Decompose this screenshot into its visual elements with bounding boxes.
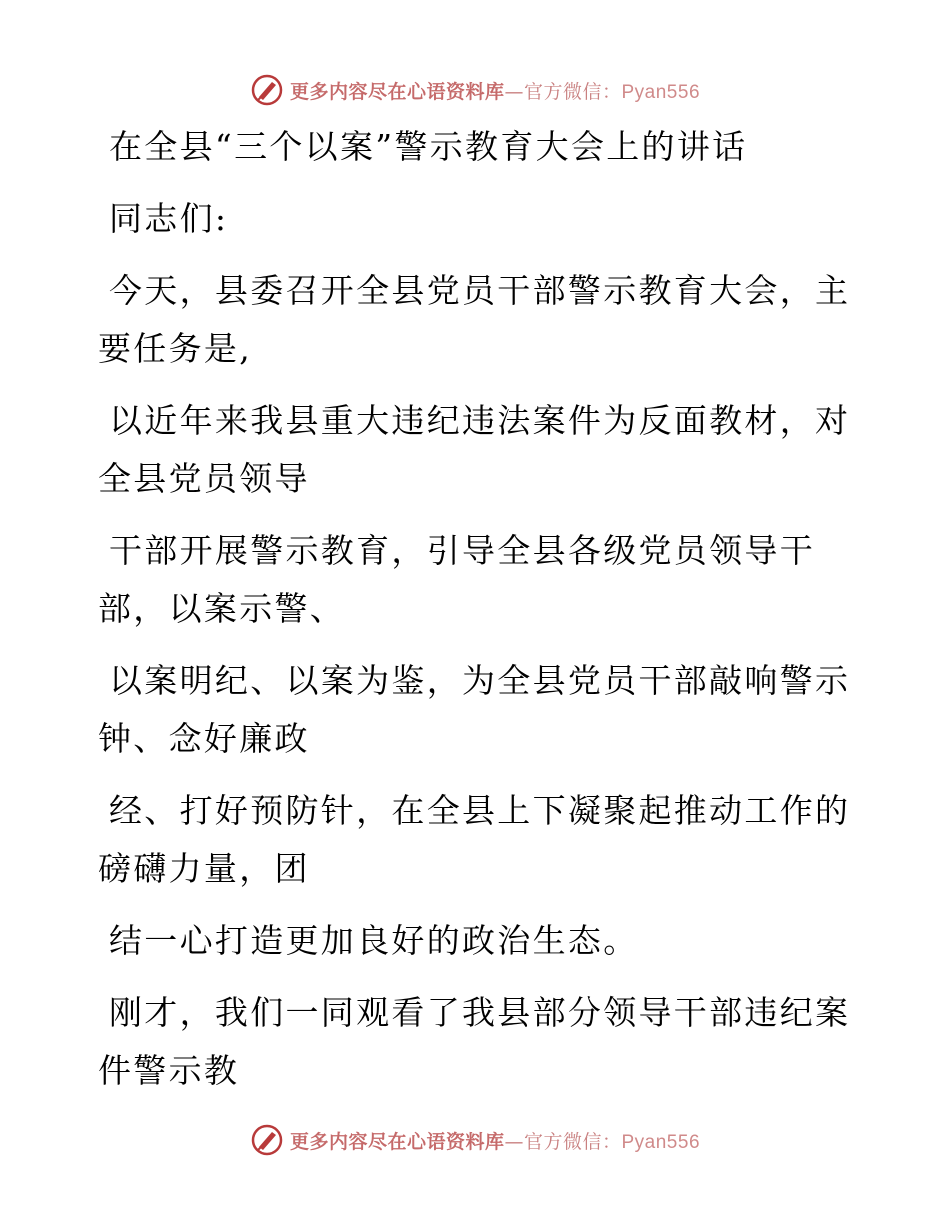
watermark-dash: — <box>504 80 524 103</box>
salutation: 同志们: <box>109 199 229 238</box>
paragraph: 今天，县委召开全县党员干部警示教育大会，主 要任务是, <box>98 271 851 368</box>
watermark-text <box>290 77 700 104</box>
pen-logo-icon <box>250 1123 284 1157</box>
paragraph: 以案明纪、以案为鉴，为全县党员干部敲响警示 钟、念好廉政 <box>98 661 851 758</box>
watermark-label: 官方微信： <box>523 1130 622 1153</box>
watermark-id: Pyan556 <box>621 81 701 103</box>
watermark-brand: 更多内容尽在心语资料库 <box>289 1130 505 1153</box>
watermark-id: Pyan556 <box>621 1131 701 1153</box>
paragraph: 刚才，我们一同观看了我县部分领导干部违纪案 件警示教 <box>98 993 851 1090</box>
document-body <box>98 118 851 1114</box>
paragraph: 经、打好预防针，在全县上下凝聚起推动工作的 磅礴力量，团 <box>98 791 851 888</box>
paragraph: 结一心打造更加良好的政治生态。 <box>109 921 639 960</box>
paragraph: 干部开展警示教育，引导全县各级党员领导干 部，以案示警、 <box>98 531 815 628</box>
paragraph: 以近年来我县重大违纪违法案件为反面教材，对 全县党员领导 <box>98 401 851 498</box>
watermark-text <box>290 1127 700 1154</box>
watermark-brand: 更多内容尽在心语资料库 <box>289 80 505 103</box>
watermark-label: 官方微信： <box>523 80 622 103</box>
watermark-header <box>0 70 950 110</box>
watermark-footer <box>0 1120 950 1160</box>
document-title: 在全县“三个以案”警示教育大会上的讲话 <box>109 127 748 166</box>
watermark-dash: — <box>504 1130 524 1153</box>
pen-logo-icon <box>250 73 284 107</box>
